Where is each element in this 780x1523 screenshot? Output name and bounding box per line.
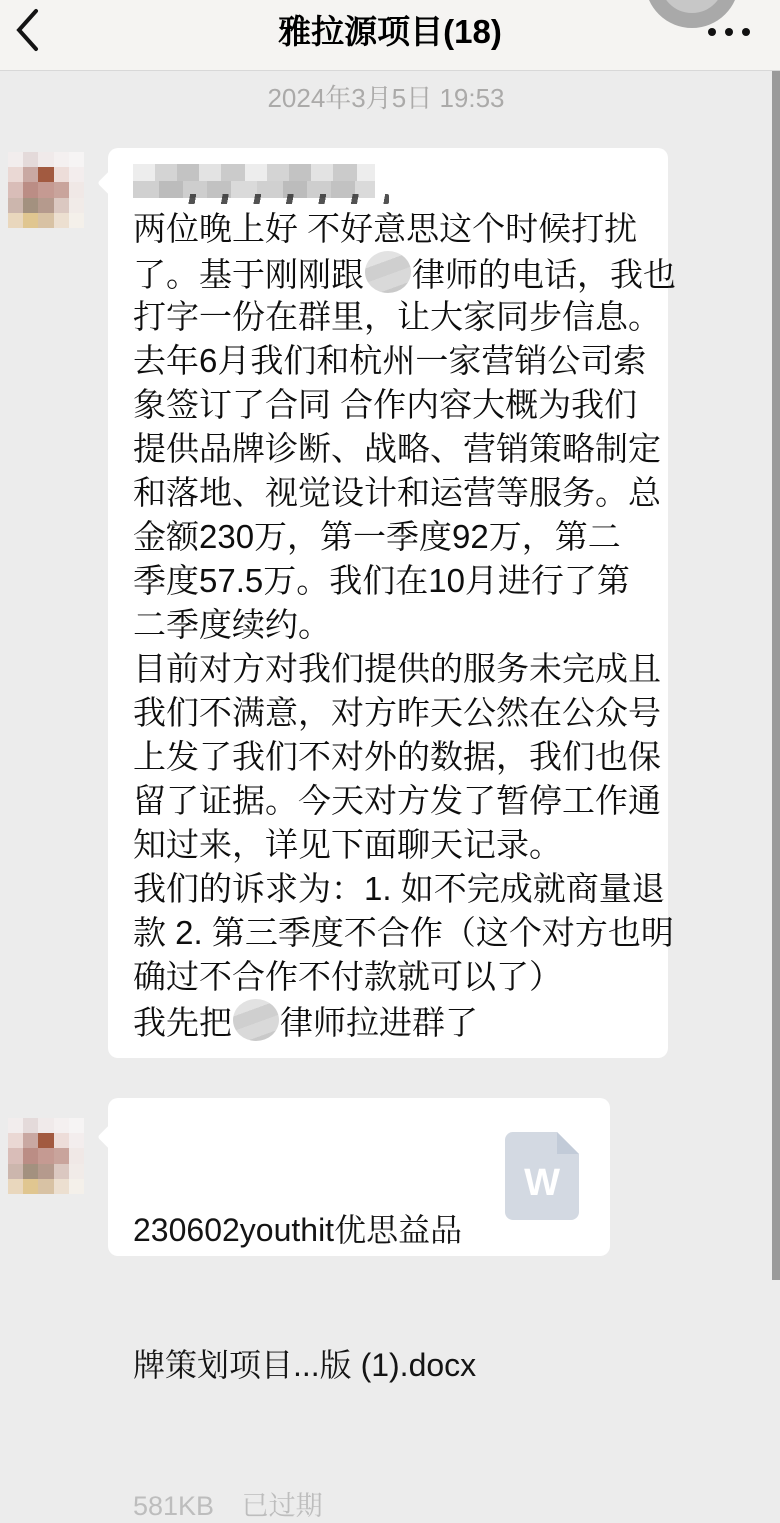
avatar-pixel: [8, 213, 23, 228]
message-line: 了。基于刚刚跟 律师的电话，我也: [133, 251, 648, 295]
message-bubble[interactable]: [108, 148, 676, 1058]
avatar-pixel: [54, 1148, 69, 1163]
message-text: [133, 163, 676, 1043]
message-line: 我们不满意，对方昨天公然在公众号: [133, 694, 661, 731]
avatar-pixel: [54, 1118, 69, 1133]
message-line: 确过不合作不付款就可以了）: [133, 958, 562, 995]
message-line: 金额230万，第一季度92万，第二: [133, 518, 621, 555]
avatar-pixel: [23, 1133, 38, 1148]
avatar-pixel: [54, 1179, 69, 1194]
file-meta: [133, 1484, 586, 1523]
message-line: 我们的诉求为：1. 如不完成就商量退: [133, 870, 665, 907]
avatar-pixel: [23, 1118, 38, 1133]
avatar-pixel: [38, 1118, 53, 1133]
bubble-tail: [97, 1124, 122, 1149]
avatar-pixel: [23, 152, 38, 167]
file-status-expired: 已过期: [241, 1491, 323, 1521]
message-line: 象签订了合同 合作内容大概为我们: [133, 386, 638, 423]
redacted-name-remnants: [177, 194, 389, 204]
message-line: [133, 163, 648, 207]
avatar-pixel: [8, 1164, 23, 1179]
avatar-pixel: [69, 1148, 84, 1163]
doc-fold-corner-icon: [557, 1132, 579, 1154]
avatar-pixel: [54, 1164, 69, 1179]
avatar-pixel: [38, 213, 53, 228]
avatar-pixel: [54, 167, 69, 182]
avatar-pixel: [54, 198, 69, 213]
file-card[interactable]: [108, 1098, 610, 1521]
avatar-pixel: [8, 152, 23, 167]
avatar-pixel: [23, 213, 38, 228]
avatar-pixel: [8, 1133, 23, 1148]
avatar-pixel: [23, 198, 38, 213]
message-line: 两位晚上好 不好意思这个时候打扰: [133, 210, 638, 247]
message-line: 提供品牌诊断、战略、营销策略制定: [133, 430, 661, 467]
avatar-pixel: [69, 213, 84, 228]
avatar-pixel: [8, 1179, 23, 1194]
avatar-pixel: [38, 1164, 53, 1179]
avatar-pixel: [8, 182, 23, 197]
avatar-pixel: [38, 1179, 53, 1194]
avatar-pixel: [8, 1148, 23, 1163]
avatar-pixel: [54, 152, 69, 167]
message-line: 款 2. 第三季度不合作（这个对方也明: [133, 914, 674, 951]
file-name-line: 牌策划项目...版 (1).docx: [133, 1347, 477, 1383]
avatar-pixel: [54, 182, 69, 197]
avatar-pixel: [23, 182, 38, 197]
timestamp: 2024年3月5日 19:53: [267, 83, 505, 113]
avatar-pixel: [38, 167, 53, 182]
redacted-sender-name: [133, 164, 375, 198]
chat-title: 雅拉源项目(18): [278, 13, 502, 50]
message-line: 留了证据。今天对方发了暂停工作通: [133, 782, 661, 819]
avatar-pixel: [23, 167, 38, 182]
ellipsis-dot-icon: [725, 28, 733, 36]
avatar-pixel: [69, 1164, 84, 1179]
avatar-pixel: [54, 1133, 69, 1148]
avatar-pixel: [69, 1179, 84, 1194]
message-line: 二季度续约。: [133, 606, 331, 643]
message-line: 和落地、视觉设计和运营等服务。总: [133, 474, 661, 511]
message-line: 打字一份在群里，让大家同步信息。: [133, 298, 661, 335]
word-doc-icon: [505, 1132, 579, 1220]
more-button[interactable]: [708, 22, 750, 42]
navbar: [0, 0, 780, 71]
avatar-pixel: [69, 182, 84, 197]
avatar-pixel: [23, 1179, 38, 1194]
ellipsis-dot-icon: [742, 28, 750, 36]
avatar-pixel: [8, 167, 23, 182]
message-line: 上发了我们不对外的数据，我们也保: [133, 738, 661, 775]
message-line: 去年6月我们和杭州一家营销公司索: [133, 342, 647, 379]
avatar-pixel: [8, 1118, 23, 1133]
chevron-left-icon: [19, 11, 36, 49]
doc-letter: W: [524, 1162, 560, 1204]
avatar-pixel: [69, 198, 84, 213]
avatar-pixel: [38, 182, 53, 197]
file-name-line: 230602youthit优思益品: [133, 1212, 463, 1248]
sender-avatar[interactable]: [8, 1118, 84, 1194]
bubble-tail: [97, 170, 122, 195]
scrollbar[interactable]: [772, 0, 780, 1280]
avatar-pixel: [69, 167, 84, 182]
ellipsis-dot-icon: [708, 28, 716, 36]
message-line: 我先把 律师拉进群了: [133, 999, 648, 1043]
message-line: 季度57.5万。我们在10月进行了第: [133, 562, 630, 599]
avatar-pixel: [38, 1148, 53, 1163]
message-line: 目前对方对我们提供的服务未完成且: [133, 650, 661, 687]
avatar-pixel: [8, 198, 23, 213]
file-size: 581KB: [133, 1491, 215, 1521]
avatar-pixel: [69, 152, 84, 167]
avatar-pixel: [38, 198, 53, 213]
avatar-pixel: [69, 1133, 84, 1148]
avatar-pixel: [23, 1164, 38, 1179]
avatar-pixel: [38, 1133, 53, 1148]
avatar-pixel: [69, 1118, 84, 1133]
avatar-pixel: [54, 213, 69, 228]
redacted-name-blur: [365, 251, 411, 293]
redacted-name-blur: [233, 999, 279, 1041]
sender-avatar[interactable]: [8, 152, 84, 228]
avatar-pixel: [23, 1148, 38, 1163]
avatar-pixel: [38, 152, 53, 167]
message-line: 知过来，详见下面聊天记录。: [133, 826, 562, 863]
back-button[interactable]: [8, 4, 52, 56]
